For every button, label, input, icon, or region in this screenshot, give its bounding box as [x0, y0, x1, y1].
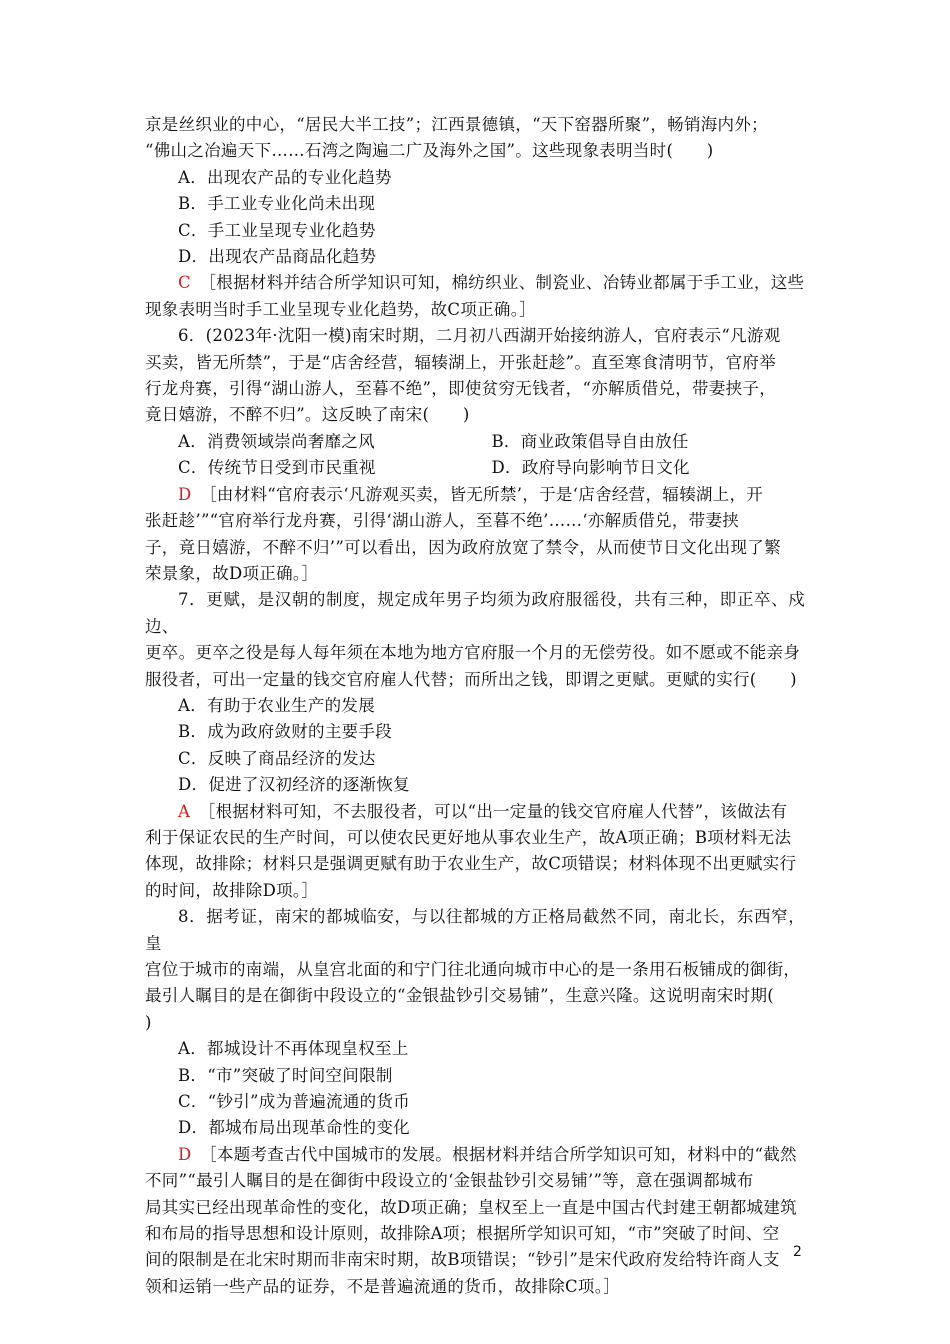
q5-option-a: A．出现农产品的专业化趋势 — [178, 167, 392, 187]
q8-answer-letter: D — [178, 1144, 192, 1164]
q8-analysis-line: 不同”“最引人瞩目的是在御街中段设立的‘金银盐钞引交易铺’”等，意在强调都城布 — [145, 1171, 754, 1191]
q6-options-row — [145, 429, 805, 455]
q5-option-d: D．出现农产品商品化趋势 — [178, 247, 377, 267]
q8-analysis-line: 局其实已经出现革命性的变化，故D项正确；皇权至上一直是中国古代封建王朝都城建筑 — [145, 1197, 797, 1217]
q8-option-b: B．“市”突破了时间空间限制 — [178, 1065, 393, 1085]
q8-stem-line: 最引人瞩目的是在御街中段设立的“金银盐钞引交易铺”，生意兴隆。这说明南宋时期( — [145, 986, 775, 1006]
q5-analysis-line: 现象表明当时手工业呈现专业化趋势，故C项正确。］ — [145, 299, 537, 319]
q6-analysis-line: ［由材料“官府表示‘凡游观买卖，皆无所禁’，于是‘店舍经营，辐辏湖上，开 — [208, 484, 764, 504]
page-number: 2 — [793, 1244, 802, 1260]
q8-analysis-line: 间的限制是在北宋时期而非南宋时期，故B项错误；“钞引”是宋代政府发给特许商人支 — [145, 1250, 780, 1270]
q6-analysis-line: 张赶趁’”“官府举行龙舟赛，引得‘湖山游人，至暮不绝’……‘亦解质借兑，带妻挟 — [145, 511, 740, 531]
q5-analysis-line: ［根据材料并结合所学知识可知，棉纺织业、制瓷业、冶铸业都属于手工业，这些 — [207, 273, 805, 293]
document-body — [145, 112, 805, 1300]
q6-option-c: C．传统节日受到市民重视 — [178, 458, 376, 478]
q6-option-a: A．消费领域崇尚奢靡之风 — [178, 431, 376, 451]
question-7 — [145, 587, 805, 904]
q6-analysis-line: 子，竟日嬉游，不醉不归’”可以看出，因为政府放宽了禁令，从而使节日文化出现了繁 — [145, 537, 781, 557]
q8-stem-line: ) — [145, 1012, 152, 1032]
q6-analysis-line: 荣景象，故D项正确。］ — [145, 563, 319, 583]
q6-option-b: B．商业政策倡导自由放任 — [491, 431, 689, 451]
q6-option-d: D．政府导向影响节日文化 — [491, 458, 690, 478]
q6-stem-line: 行龙舟赛，引得“湖山游人，至暮不绝”，即使贫穷无钱者，“亦解质借兑，带妻挟子， — [145, 379, 777, 399]
q5-analysis — [145, 270, 805, 296]
q5-stem-line: 京是丝织业的中心，“居民大半工技”；江西景德镇，“天下窑器所聚”，畅销海内外； — [145, 115, 768, 134]
question-8 — [145, 904, 805, 1300]
q8-option-c: C．“钞引”成为普遍流通的货币 — [178, 1092, 410, 1112]
q8-analysis — [145, 1142, 805, 1168]
q8-option-d: D．都城布局出现革命性的变化 — [178, 1118, 410, 1138]
q5-stem-line: “佛山之冶遍天下……石湾之陶遍二广及海外之国”。这些现象表明当时( ) — [145, 141, 714, 161]
q6-answer-letter: D — [178, 484, 192, 504]
q8-analysis-line: 和布局的指导思想和设计原则，故排除A项；根据所学知识可知，“市”突破了时间、空 — [145, 1224, 780, 1244]
q8-option-a: A．都城设计不再体现皇权至上 — [178, 1039, 409, 1059]
q7-option-a: A．有助于农业生产的发展 — [178, 695, 376, 715]
q7-stem-line: 更卒。更卒之役是每人每年须在本地为地方官府服一个月的无偿劳役。如不愿或不能亲身 — [145, 643, 801, 663]
q7-analysis-line: 体现，故排除；材料只是强调更赋有助于农业生产，故C项错误；材料体现不出更赋实行 — [145, 854, 797, 874]
question-6 — [145, 323, 805, 587]
q7-answer-letter: A — [178, 801, 191, 821]
q5-option-b: B．手工业专业化尚未出现 — [178, 194, 376, 214]
q6-analysis — [145, 482, 805, 508]
q7-analysis-line: ［根据材料可知，不去服役者，可以“出一定量的钱交官府雇人代替”，该做法有 — [207, 801, 788, 821]
q7-stem-line: 服役者，可出一定量的钱交官府雇人代替；而所出之钱，即谓之更赋。更赋的实行( ) — [145, 669, 797, 689]
q7-option-d: D．促进了汉初经济的逐渐恢复 — [178, 775, 410, 795]
q8-analysis-line: 领和运销一些产品的证券，不是普遍流通的货币，故排除C项。］ — [145, 1276, 621, 1296]
q5-option-c: C．手工业呈现专业化趋势 — [178, 220, 376, 240]
q8-stem-line: 宫位于城市的南端，从皇宫北面的和宁门往北通向城市中心的是一条用石板铺成的御街， — [145, 960, 801, 979]
question-5 — [145, 112, 805, 323]
q7-option-c: C．反映了商品经济的发达 — [178, 748, 376, 768]
q8-analysis-line: ［本题考查古代中国城市的发展。根据材料并结合所学知识可知，材料中的“截然 — [208, 1144, 797, 1164]
q7-analysis-line: 的时间，故排除D项。］ — [145, 880, 319, 900]
q6-stem-line: 6．(2023年·沈阳一模)南宋时期，二月初八西湖开始接纳游人，官府表示“凡游观 — [178, 326, 781, 346]
q6-options-row — [145, 455, 805, 481]
q7-analysis-line: 利于保证农民的生产时间，可以使农民更好地从事农业生产，故A项正确；B项材料无法 — [145, 827, 792, 847]
q6-stem-line: 竟日嬉游，不醉不归”。这反映了南宋( ) — [145, 405, 470, 425]
q7-stem-line: 7．更赋，是汉朝的制度，规定成年男子均须为政府服徭役，共有三种，即正卒、戍边、 — [145, 590, 805, 636]
q5-answer-letter: C — [178, 273, 191, 293]
q6-stem-line: 买卖，皆无所禁”，于是“店舍经营，辐辏湖上，开张赶趁”。直至寒食清明节，官府举 — [145, 352, 777, 372]
q7-option-b: B．成为政府敛财的主要手段 — [178, 722, 393, 742]
q8-stem-line: 8．据考证，南宋的都城临安，与以往都城的方正格局截然不同，南北长，东西窄，皇 — [145, 907, 805, 953]
q7-analysis — [145, 799, 805, 825]
